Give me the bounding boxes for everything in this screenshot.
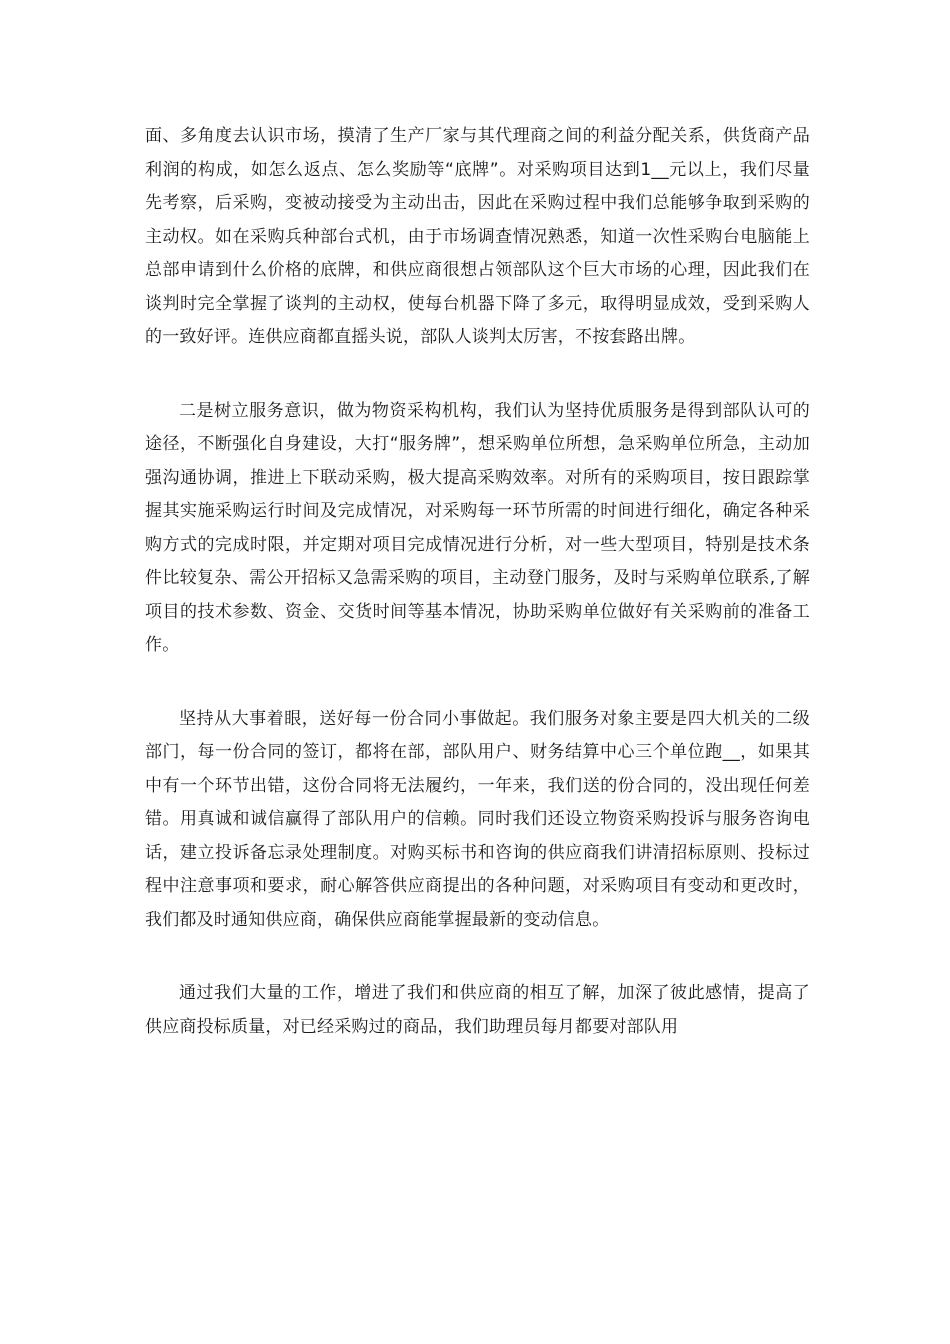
paragraph-4: 通过我们大量的工作，增进了我们和供应商的相互了解，加深了彼此感情，提高了供应商投标质量，对已经采购过的商品，我们助理员每月都要对部队用 bbox=[145, 983, 810, 1037]
paragraph-gap bbox=[145, 355, 810, 395]
paragraph-1: 面、多角度去认识市场，摸清了生产厂家与其代理商之间的利益分配关系，供货商产品利润的构成，如怎么返点、怎么奖励等“底牌”。对采购项目达到1__元以上，我们尽量先考察，后采购，变被动接受为主动出击，因此在采购过程中我们总能够争取到采购的主动权。如在采购兵种部台式机，由于市场调查情况熟悉，知道一次性采购台电脑能上总部申请到什么价格的底牌，和供应商很想占领部队这个巨大市场的心理，因此我们在谈判时完全掌握了谈判的主动权，使每台机器下降了多元，取得明显成效，受到采购人的一致好评。连供应商都直摇头说，部队人谈判太厉害，不按套路出牌。 bbox=[145, 126, 810, 347]
paragraph-gap bbox=[145, 937, 810, 977]
paragraph-2: 二是树立服务意识，做为物资采构机构，我们认为坚持优质服务是得到部队认可的途径，不断强化自身建设，大打“服务牌”，想采购单位所想，急采购单位所急，主动加强沟通协调，推进上下联动采购，极大提高采购效率。对所有的采购项目，按日跟踪掌握其实施采购运行时间及完成情况，对采购每一环节所需的时间进行细化，确定各种采购方式的完成时限，并定期对项目完成情况进行分析，对一些大型项目，特别是技术条件比较复杂、需公开招标又急需采购的项目，主动登门服务，及时与采购单位联系,了解项目的技术参数、资金、交货时间等基本情况，协助采购单位做好有关采购前的准备工作。 bbox=[145, 400, 810, 655]
paragraph-gap bbox=[145, 663, 810, 703]
paragraph-3: 坚持从大事着眼，送好每一份合同小事做起。我们服务对象主要是四大机关的二级部门，每一份合同的签订，都将在部，部队用户、财务结算中心三个单位跑__，如果其中有一个环节出错，这份合同将无法履约，一年来，我们送的份合同的，没出现任何差错。用真诚和诚信赢得了部队用户的信赖。同时我们还设立物资采购投诉与服务咨询电话，建立投诉备忘录处理制度。对购买标书和咨询的供应商我们讲清招标原则、投标过程中注意事项和要求，耐心解答供应商提出的各种问题，对采购项目有变动和更改时，我们都及时通知供应商，确保供应商能掌握最新的变动信息。 bbox=[145, 708, 810, 930]
document-body bbox=[145, 120, 810, 1044]
